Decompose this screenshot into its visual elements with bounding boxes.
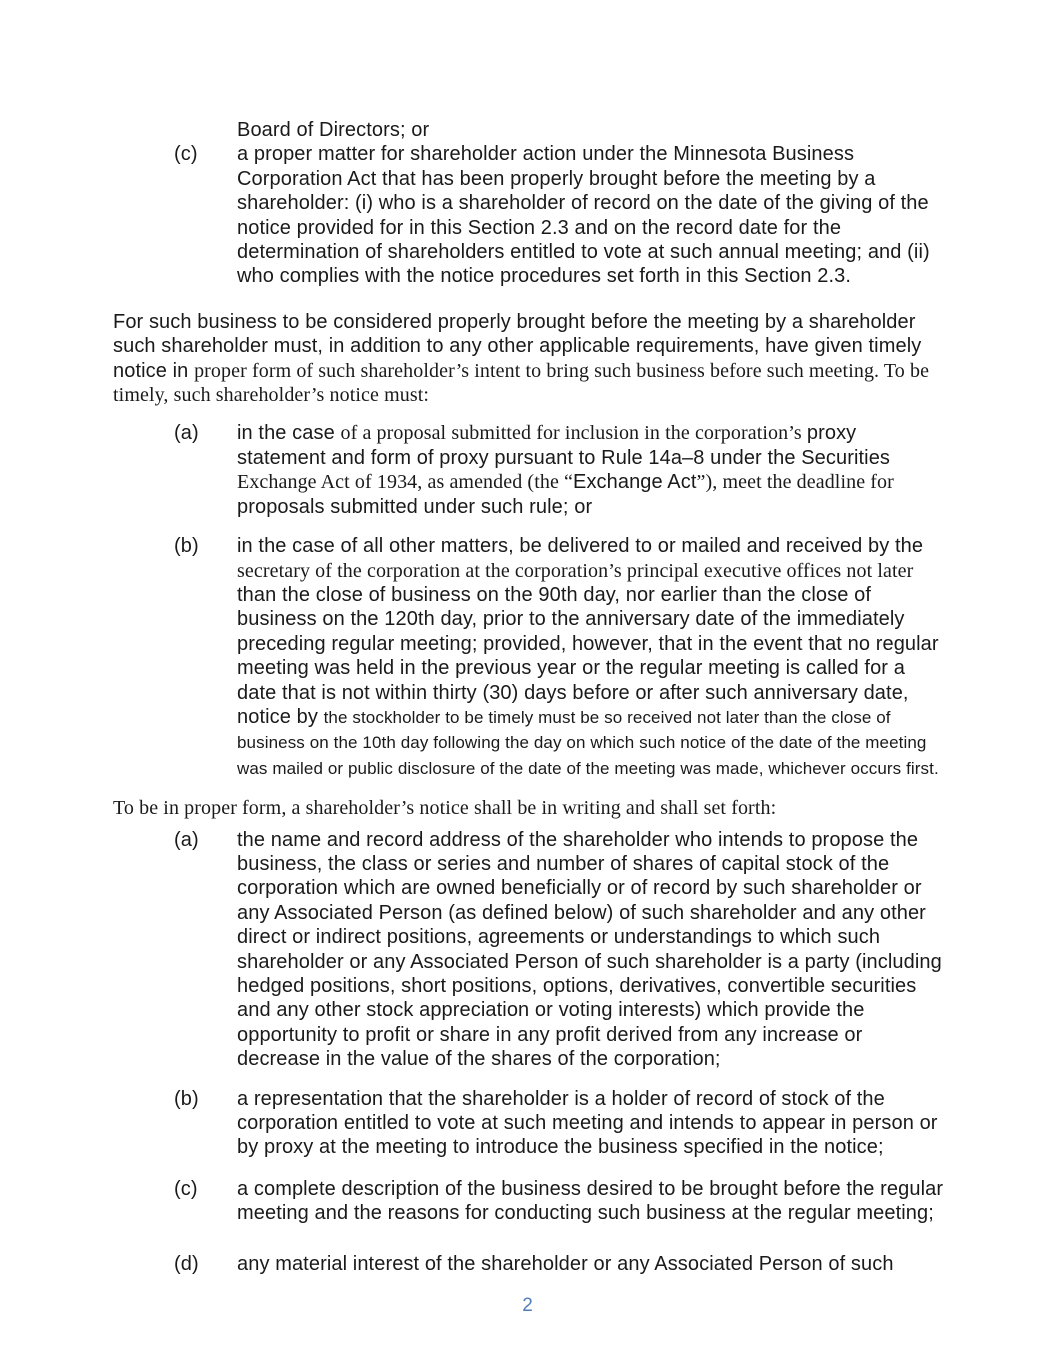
text-run: proper form of such shareholder’s intent to bring such business before such meeting. To be timely, such shareholder’s notice must: — [113, 359, 930, 407]
text-run: Exchange Act of 1934, as amended (the “ — [237, 471, 573, 494]
list-item — [113, 828, 949, 1072]
list-marker: (c) — [174, 1177, 198, 1200]
text-run: secretary of the corporation at the corporation’s principal executive offices not later — [237, 559, 914, 582]
text-run: To be in proper form, a shareholder’s notice shall be in writing and shall set forth: — [113, 797, 777, 820]
list-item — [113, 118, 949, 142]
list-marker: (a) — [174, 422, 199, 445]
text-content — [237, 1253, 894, 1275]
list-item — [113, 1087, 949, 1160]
text-content — [113, 311, 929, 406]
list-marker: (a) — [174, 828, 199, 851]
text-content — [237, 829, 942, 1071]
text-content — [237, 535, 939, 779]
text-run: ”), meet the deadline for — [696, 471, 894, 494]
text-content — [237, 1088, 938, 1159]
text-run: Board of Directors; or — [237, 119, 430, 141]
list-marker: (b) — [174, 1087, 199, 1110]
text-run: For such business to be considered properly brought before the meeting by a shareholder such shareholder must, in addition to any other applicable requirements, have given timely notice in — [113, 310, 922, 382]
text-run: than the close of business on the 90th day, nor earlier than the close of business on the 120th day, prior to the anniversary date of the immediately preceding regular meeting; provided, however, that in the event that no regular meeting was held in the previous year or the regular meeting is called for a date that is not within thirty (30) days before or after such anniversary date, notice by — [237, 583, 939, 728]
paragraph — [113, 796, 951, 820]
list-item — [113, 1177, 949, 1226]
text-run: the stockholder to be timely must be so received not later than the close of business on the 10th day following the day on which such notice of the date of the meeting was mailed or public disclosure of the date of the meeting was made, whichever occurs first. — [237, 707, 939, 778]
list-item — [113, 1252, 949, 1276]
text-run: Exchange Act — [573, 471, 697, 494]
list-item — [113, 142, 949, 288]
text-run: the name and record address of the shareholder who intends to propose the business, the class or series and number of shares of capital stock of the corporation which are owned beneficially or of record by such shareholder or any Associated Person (as defined below) of such shareholder and any other direct or indirect positions, agreements or understandings to which such shareholder or any Associated Person of such shareholder is a party (including hedged positions, short positions, options, derivatives, convertible securities and any other stock appreciation or voting interests) which provide the opportunity to profit or share in any profit derived from any increase or decrease in the value of the shares of the corporation; — [237, 828, 942, 1071]
text-run: a representation that the shareholder is a holder of record of stock of the corporation entitled to vote at such meeting and intends to appear in person or by proxy at the meeting to introduce the business specified in the notice; — [237, 1087, 938, 1159]
text-run: of a proposal submitted for inclusion in the corporation’s — [340, 422, 807, 445]
page-number: 2 — [522, 1295, 533, 1316]
text-run: proxy statement and form of proxy pursuant to Rule 14a–8 under the Securities — [237, 422, 891, 469]
text-content — [237, 143, 930, 287]
text-run: a complete description of the business desired to be brought before the regular meeting and the reasons for conducting such business at the regular meeting; — [237, 1177, 944, 1225]
list-item — [113, 421, 949, 519]
text-content — [237, 1178, 943, 1224]
text-run: a proper matter for shareholder action under the Minnesota Business Corporation Act that has been properly brought before the meeting by a shareholder: (i) who is a shareholder of record on the date of the giving of the notice provided for in this Section 2.3 and on the record date for the determination of shareholders entitled to vote at such annual meeting; and (ii) who complies with the notice procedures set forth in this Section 2.3. — [237, 143, 930, 288]
list-marker: (d) — [174, 1252, 199, 1275]
text-run: in the case — [237, 422, 341, 445]
list-item — [113, 534, 949, 781]
paragraph — [113, 310, 951, 408]
text-run: any material interest of the shareholder or any Associated Person of such — [237, 1252, 894, 1275]
list-marker: (b) — [174, 535, 199, 558]
text-run: proposals submitted under such rule; or — [237, 495, 593, 518]
list-marker: (c) — [174, 143, 198, 166]
text-content — [113, 797, 776, 819]
text-content — [237, 119, 429, 141]
text-content — [237, 422, 894, 517]
text-run: in the case of all other matters, be delivered to or mailed and received by the — [237, 535, 924, 558]
